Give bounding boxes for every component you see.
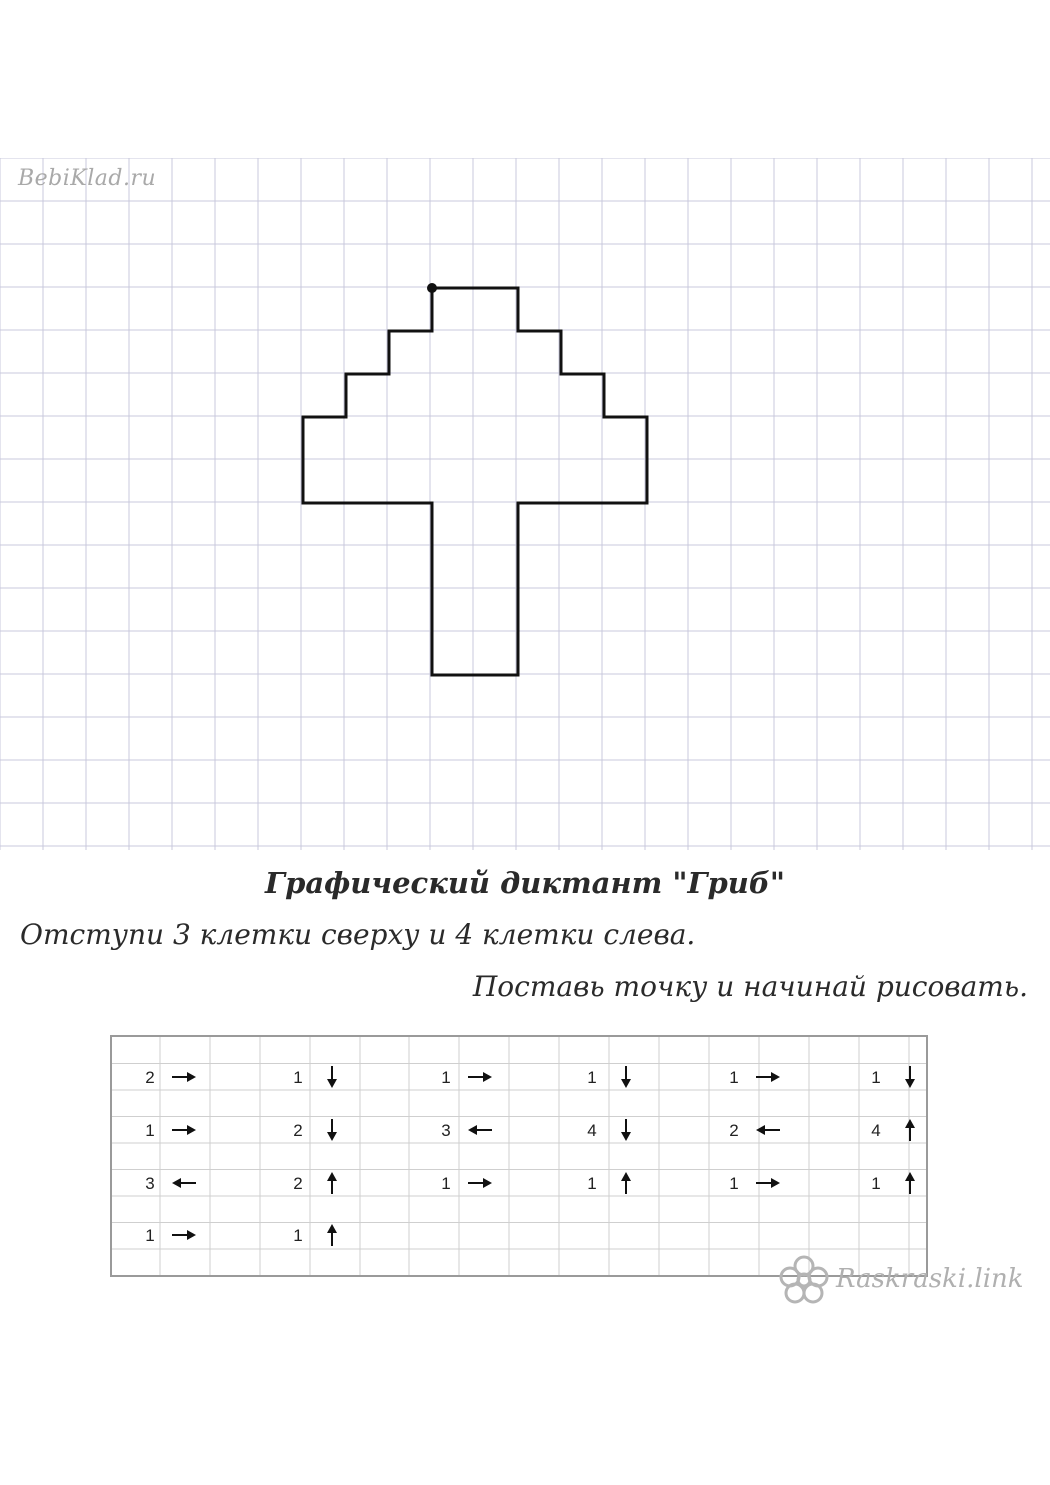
step-count: 1 xyxy=(871,1068,881,1087)
graph-paper xyxy=(0,158,1050,850)
step-count: 4 xyxy=(587,1121,597,1140)
instruction-line-1: Отступи 3 клетки сверху и 4 клетки слева. xyxy=(20,918,696,951)
step-count: 2 xyxy=(729,1121,739,1140)
dictation-table xyxy=(110,1035,928,1277)
step-count: 1 xyxy=(293,1068,303,1087)
logo-text: Raskraski.link xyxy=(836,1264,1024,1294)
step-count: 3 xyxy=(145,1174,155,1193)
step-count: 2 xyxy=(145,1068,155,1087)
step-count: 1 xyxy=(293,1226,303,1245)
step-count: 1 xyxy=(441,1068,451,1087)
watermark-bebiklad: BebiKlad.ru xyxy=(18,166,157,191)
step-count: 1 xyxy=(729,1068,739,1087)
step-count: 1 xyxy=(145,1226,155,1245)
step-count: 1 xyxy=(587,1068,597,1087)
step-count: 1 xyxy=(441,1174,451,1193)
table-border xyxy=(111,1036,927,1276)
step-count: 1 xyxy=(871,1174,881,1193)
flower-icon xyxy=(776,1252,832,1308)
raskraski-logo xyxy=(776,1252,1036,1312)
start-point-dot xyxy=(427,283,437,293)
step-count: 1 xyxy=(145,1121,155,1140)
step-count: 1 xyxy=(729,1174,739,1193)
step-count: 2 xyxy=(293,1174,303,1193)
step-count: 2 xyxy=(293,1121,303,1140)
page-title: Графический диктант "Гриб" xyxy=(265,866,785,900)
step-count: 4 xyxy=(871,1121,881,1140)
mushroom-drawing xyxy=(303,288,647,675)
step-count: 3 xyxy=(441,1121,451,1140)
step-count: 1 xyxy=(587,1174,597,1193)
instruction-line-2: Поставь точку и начинай рисовать. xyxy=(472,970,1028,1003)
